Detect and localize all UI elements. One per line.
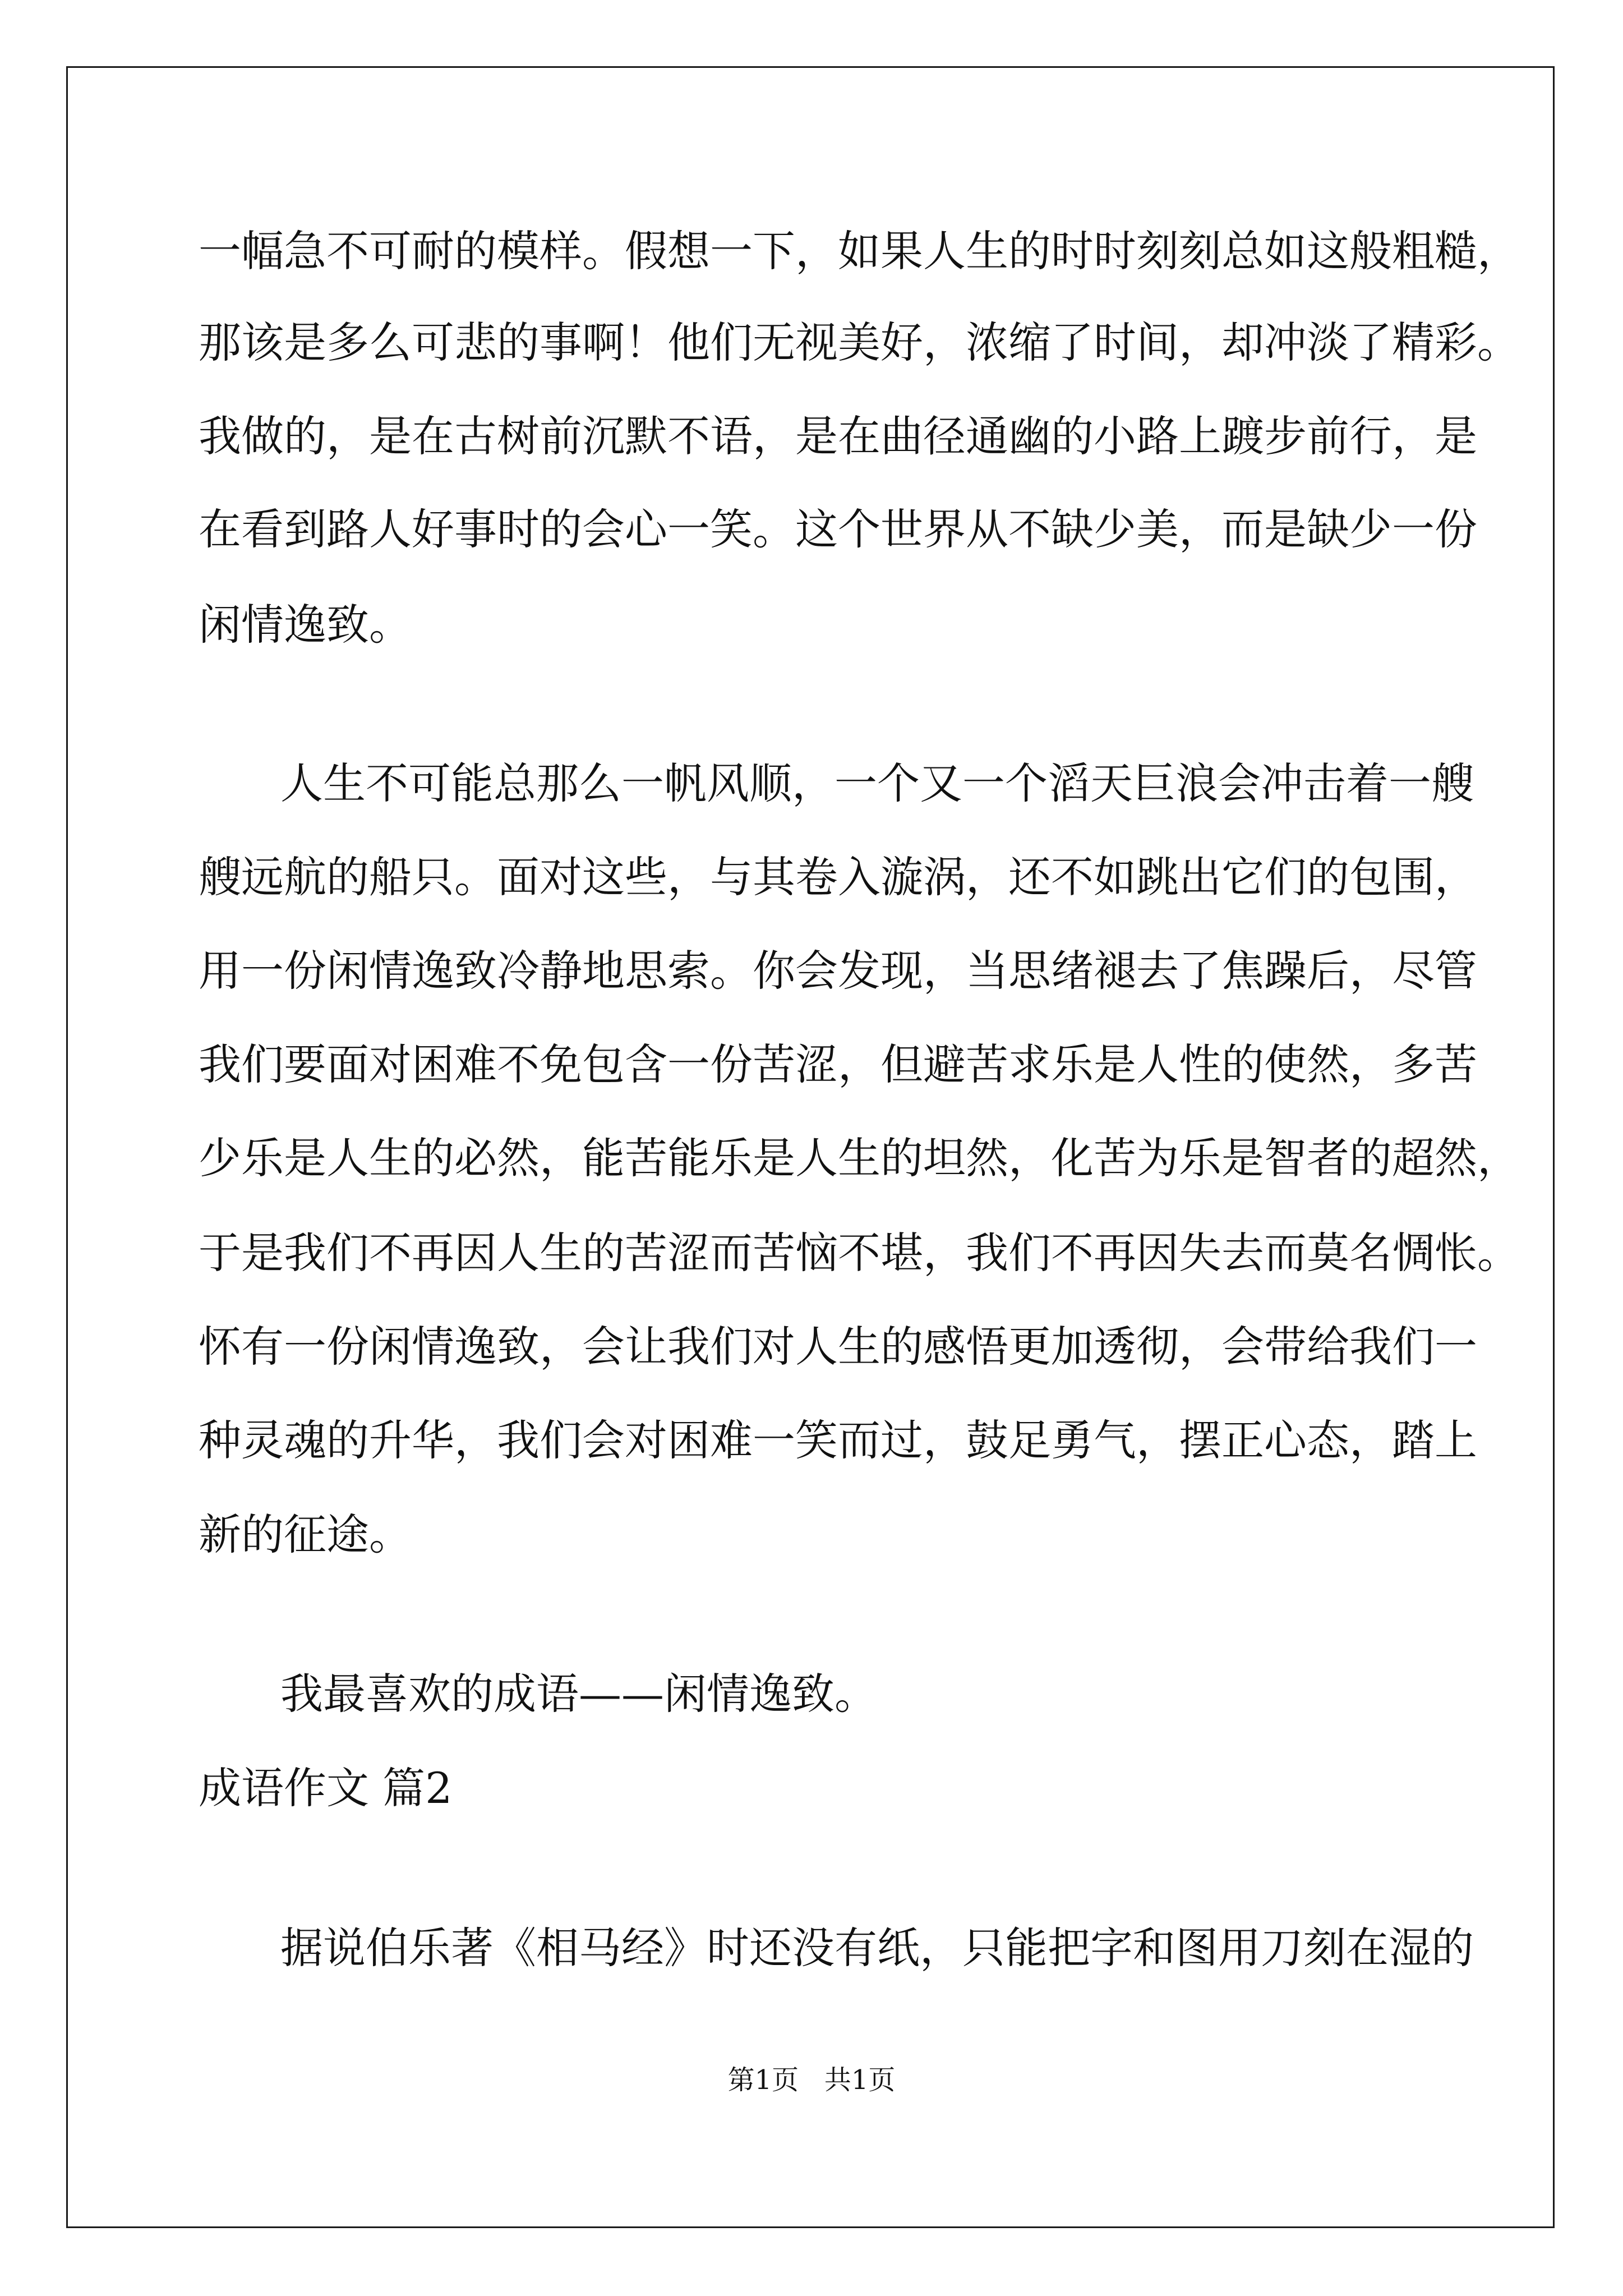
body-line: 种灵魂的升华，我们会对困难一笑而过，鼓足勇气，摆正心态，踏上 <box>199 1415 1477 1465</box>
paragraph-start-line: 据说伯乐著《相马经》时还没有纸，只能把字和图用刀刻在湿的 <box>280 1923 1474 1973</box>
body-line: 怀有一份闲情逸致，会让我们对人生的感悟更加透彻，会带给我们一 <box>199 1322 1477 1372</box>
body-line: 少乐是人生的必然，能苦能乐是人生的坦然，化苦为乐是智者的超然， <box>199 1133 1520 1183</box>
body-line: 我做的，是在古树前沉默不语，是在曲径通幽的小路上踱步前行，是 <box>199 411 1477 461</box>
body-line: 在看到路人好事时的会心一笑。这个世界从不缺少美，而是缺少一份 <box>199 504 1477 554</box>
page-footer: 第1页 共1页 <box>727 2064 896 2096</box>
body-line: 用一份闲情逸致冷静地思索。你会发现，当思绪褪去了焦躁后，尽管 <box>199 946 1477 996</box>
body-line: 闲情逸致。 <box>199 600 412 650</box>
body-line: 那该是多么可悲的事啊！他们无视美好，浓缩了时间，却冲淡了精彩。 <box>199 318 1520 367</box>
body-line: 一幅急不可耐的模样。假想一下，如果人生的时时刻刻总如这般粗糙， <box>199 226 1520 276</box>
body-line: 于是我们不再因人生的苦涩而苦恼不堪，我们不再因失去而莫名惆怅。 <box>199 1228 1520 1278</box>
body-line: 艘远航的船只。面对这些，与其卷入漩涡，还不如跳出它们的包围， <box>199 852 1477 902</box>
closing-line: 我最喜欢的成语——闲情逸致。 <box>280 1669 877 1719</box>
section-heading: 成语作文 篇2 <box>199 1763 453 1813</box>
paragraph-start-line: 人生不可能总那么一帆风顺，一个又一个滔天巨浪会冲击着一艘 <box>280 758 1474 808</box>
body-line: 新的征途。 <box>199 1510 412 1559</box>
body-line: 我们要面对困难不免包含一份苦涩，但避苦求乐是人性的使然，多苦 <box>199 1039 1477 1089</box>
